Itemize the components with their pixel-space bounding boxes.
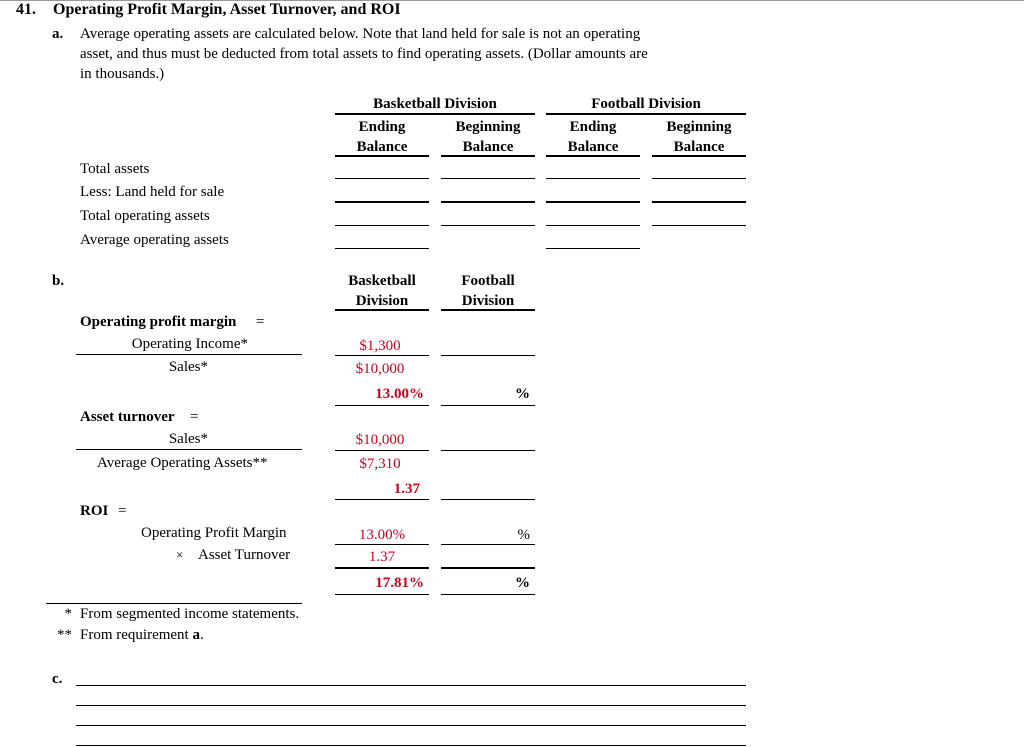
opm-bb-numerator: $1,300: [359, 338, 401, 354]
footnote2-text: From requirement: [80, 627, 193, 643]
footnote2-end: .: [199, 627, 204, 643]
at-bb-result-rule: [335, 499, 429, 500]
roi-title: ROI: [80, 503, 109, 519]
roi-line2: Asset Turnover: [198, 547, 291, 563]
col1-line2: Balance: [356, 139, 408, 155]
opm-equals: =: [256, 314, 265, 330]
at-denominator: Average Operating Assets**: [97, 455, 268, 471]
at-bb-numerator: $10,000: [355, 432, 405, 448]
answer-line[interactable]: [335, 248, 429, 249]
part-a-text-1: Average operating assets are calculated below. Note that land held for sale is not an operating: [80, 26, 641, 42]
opm-bb-result: 13.00%: [375, 386, 424, 402]
opm-fraction-bar: [76, 354, 302, 355]
answer-line[interactable]: [335, 225, 429, 226]
col-football-line2: Division: [461, 293, 515, 309]
col2-line2: Balance: [462, 139, 514, 155]
answer-line[interactable]: [76, 705, 746, 706]
answer-line[interactable]: [335, 178, 429, 179]
answer-line[interactable]: [546, 225, 640, 226]
answer-line[interactable]: [546, 201, 640, 203]
part-a-text-2: asset, and thus must be deducted from total assets to find operating assets. (Dollar amounts are: [80, 46, 648, 62]
col1-header-rule: [335, 155, 429, 157]
col2-header-rule: [441, 155, 535, 157]
col-basketball-line2: Division: [355, 293, 409, 309]
at-bb-denominator: $7,310: [359, 456, 401, 472]
at-title: Asset turnover: [80, 409, 175, 425]
opm-denominator: Sales*: [168, 359, 208, 375]
col1-line1: Ending: [358, 119, 406, 135]
col3-line1: Ending: [569, 119, 617, 135]
answer-line[interactable]: [441, 544, 535, 545]
opm-numerator: Operating Income*: [131, 336, 248, 352]
footnote2-mark: **: [57, 627, 72, 643]
col3-line2: Balance: [567, 139, 619, 155]
col4-line2: Balance: [673, 139, 725, 155]
answer-line[interactable]: [441, 567, 535, 569]
answer-line[interactable]: [652, 178, 746, 179]
answer-line[interactable]: [76, 725, 746, 726]
roi-bb-result: 17.81%: [375, 575, 424, 591]
at-fraction-bar: [76, 449, 302, 450]
roi-bb-line2: 1.37: [368, 549, 396, 565]
row-land-held: Less: Land held for sale: [80, 184, 225, 200]
opm-title: Operating profit margin: [80, 314, 237, 330]
opm-bb-denominator: $10,000: [355, 361, 405, 377]
answer-line[interactable]: [441, 178, 535, 179]
part-b-label: b.: [52, 273, 65, 289]
opm-fb-result: %: [515, 386, 530, 402]
roi-fb-line1: %: [517, 527, 530, 543]
basketball-division-header: Basketball Division: [373, 96, 497, 112]
problem-title: Operating Profit Margin, Asset Turnover, and ROI: [53, 1, 401, 18]
at-bb-rule: [335, 450, 429, 451]
row-total-operating-assets: Total operating assets: [80, 208, 210, 224]
times-icon: ×: [176, 547, 184, 562]
answer-line[interactable]: [652, 225, 746, 226]
roi-bb-double-rule: [335, 567, 429, 569]
answer-line[interactable]: [76, 685, 746, 686]
basketball-header-rule: [335, 113, 535, 115]
at-numerator: Sales*: [168, 431, 208, 447]
footnote2-bold: a: [192, 627, 200, 643]
at-bb-result: 1.37: [393, 481, 420, 497]
answer-line[interactable]: [546, 248, 640, 249]
col-basketball-line1: Basketball: [348, 273, 416, 289]
opm-bb-result-rule: [335, 405, 429, 406]
footnote1-text: From segmented income statements.: [80, 606, 300, 622]
answer-line[interactable]: [441, 225, 535, 226]
row-total-assets: Total assets: [80, 161, 150, 177]
answer-line[interactable]: [652, 201, 746, 203]
answer-line[interactable]: [441, 355, 535, 356]
part-a-label: a.: [52, 26, 64, 42]
answer-line[interactable]: [441, 594, 535, 595]
answer-line[interactable]: [441, 405, 535, 406]
part-c-label: c.: [52, 671, 63, 687]
row-average-operating-assets: Average operating assets: [80, 232, 229, 248]
col2-line1: Beginning: [455, 119, 521, 135]
col3-header-rule: [546, 155, 640, 157]
answer-line[interactable]: [441, 450, 535, 451]
answer-line[interactable]: [335, 201, 429, 203]
part-a-text-3: in thousands.): [80, 66, 165, 82]
answer-line[interactable]: [441, 499, 535, 500]
col-football-line1: Football: [461, 273, 515, 289]
problem-number: 41.: [16, 1, 36, 18]
answer-line[interactable]: [441, 201, 535, 203]
footnote2: [80, 626, 204, 644]
at-equals: =: [190, 409, 199, 425]
football-header-rule: [546, 113, 746, 115]
answer-line[interactable]: [546, 178, 640, 179]
col4-header-rule: [652, 155, 746, 157]
roi-bb-result-rule: [335, 594, 429, 595]
football-division-header: Football Division: [591, 96, 701, 112]
opm-bb-rule: [335, 355, 429, 356]
roi-line1: Operating Profit Margin: [141, 525, 287, 541]
roi-equals: =: [118, 503, 127, 519]
answer-line[interactable]: [76, 745, 746, 746]
footnote-rule: [46, 603, 302, 604]
col-basketball-rule: [335, 309, 429, 311]
footnote1-mark: *: [64, 606, 72, 622]
col4-line1: Beginning: [666, 119, 732, 135]
roi-bb-rule: [335, 544, 429, 545]
roi-bb-line1: 13.00%: [358, 527, 406, 543]
col-football-rule: [441, 309, 535, 311]
roi-fb-result: %: [515, 575, 530, 591]
